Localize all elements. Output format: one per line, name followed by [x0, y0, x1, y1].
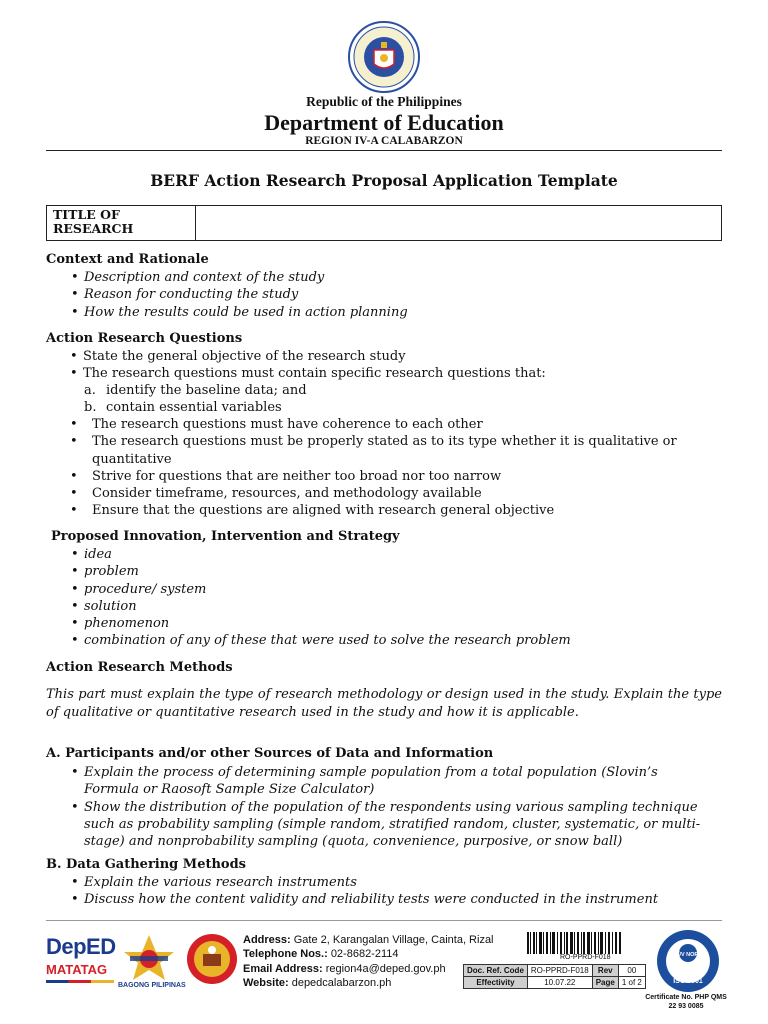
bagong-pilipinas-logo: [120, 932, 178, 982]
footer-phone: Telephone Nos.: 02-8682-2114: [243, 948, 399, 960]
list-item: • Discuss how the content validity and reliability tests were conducted in the instrument: [71, 892, 659, 908]
page-value: 1 of 2: [618, 977, 645, 989]
list-item: a. identify the baseline data; and: [84, 383, 307, 398]
rev-value: 00: [618, 965, 645, 977]
page-label: Page: [592, 977, 618, 989]
list-item: Formula or Raosoft Sample Size Calculator): [84, 782, 375, 798]
list-item: • combination of any of these that were used to solve the research problem: [71, 633, 571, 649]
list-item: quantitative: [92, 451, 172, 467]
footer-email: Email Address: region4a@deped.gov.ph: [243, 963, 446, 975]
bagong-pilipinas-label: BAGONG PILIPINAS: [118, 982, 186, 989]
deped-logo: DepED: [46, 934, 116, 959]
list-item: • problem: [71, 564, 139, 580]
document-title: BERF Action Research Proposal Application Template: [150, 171, 618, 190]
header-department: Department of Education: [264, 110, 504, 135]
methods-heading: Action Research Methods: [46, 660, 233, 675]
participants-heading: A. Participants and/or other Sources of Data and Information: [46, 746, 494, 761]
title-of-research-label: TITLE OF RESEARCH: [47, 206, 196, 241]
innovation-heading: Proposed Innovation, Intervention and Strategy: [51, 529, 400, 544]
list-item: • Strive for questions that are neither too broad nor too narrow: [70, 468, 502, 484]
header-republic: Republic of the Philippines: [306, 94, 462, 109]
methods-paragraph: This part must explain the type of research methodology or design used in the study. Explain the type of qualitative or quantitative research used in the study and how it is applicable.: [46, 687, 722, 720]
list-item: • procedure/ system: [71, 581, 207, 597]
barcode-text: RO-PPRD-F018: [560, 954, 611, 961]
list-item: • How the results could be used in action planning: [71, 304, 408, 320]
footer-address: Address: Gate 2, Karangalan Village, Cainta, Rizal: [243, 934, 494, 946]
list-item: • Explain the process of determining sample population from a total population (Slovin’s: [71, 765, 658, 780]
tuv-iso-logo: [655, 928, 721, 994]
svg-text:TÜV NORD: TÜV NORD: [673, 952, 703, 958]
context-heading: Context and Rationale: [46, 252, 209, 267]
effectivity-label: Effectivity: [464, 977, 528, 989]
innovation-list: [71, 546, 571, 650]
region-seal-icon: [185, 932, 239, 986]
title-of-research-table: [46, 205, 722, 241]
questions-list-a: [70, 348, 546, 383]
ref-value: RO-PPRD-F018: [527, 965, 592, 977]
barcode: [527, 932, 621, 954]
participants-list: [71, 764, 720, 850]
matatag-stripe: [46, 980, 114, 983]
list-item: • idea: [71, 547, 112, 562]
questions-heading: Action Research Questions: [46, 331, 243, 346]
list-item: • The research questions must contain specific research questions that:: [70, 366, 546, 382]
list-item: such as probability sampling (simple random, stratified random, cluster, systematic, or multi-: [84, 816, 701, 832]
effectivity-value: 10.07.22: [527, 977, 592, 989]
list-item: • The research questions must be properly stated as to its type whether it is qualitative or: [70, 434, 677, 450]
deped-seal-logo: [343, 20, 425, 94]
svg-text:ISO 9001: ISO 9001: [673, 978, 703, 985]
document-reference-table: [463, 964, 646, 989]
list-item: • Ensure that the questions are aligned with research general objective: [70, 503, 555, 519]
header-region: REGION IV-A CALABARZON: [305, 135, 463, 147]
list-item: • The research questions must have coherence to each other: [70, 417, 483, 432]
list-item: • State the general objective of the research study: [70, 349, 406, 364]
certificate-number: Certificate No. PHP QMS 22 93 0085: [645, 994, 727, 1010]
context-list: [71, 269, 408, 321]
gathering-heading: B. Data Gathering Methods: [46, 857, 246, 872]
matatag-logo: MATATAG: [46, 962, 108, 977]
list-item: • Explain the various research instruments: [71, 875, 357, 890]
list-item: • solution: [71, 598, 137, 614]
title-of-research-field[interactable]: [196, 206, 722, 241]
list-item: • Show the distribution of the population of the respondents using various sampling technique: [71, 799, 698, 815]
list-item: b. contain essential variables: [84, 400, 282, 416]
footer-website: Website: depedcalabarzon.ph: [243, 977, 392, 989]
list-item: • phenomenon: [71, 616, 170, 632]
list-item: • Consider timeframe, resources, and methodology available: [70, 486, 482, 502]
questions-sublist: [84, 382, 307, 417]
header-divider: [46, 150, 722, 151]
list-item: stage) and nonprobability sampling (quota, convenience, purposive, or snow ball): [84, 834, 623, 850]
list-item: • Description and context of the study: [71, 270, 325, 285]
footer-divider: [46, 920, 722, 921]
list-item: • Reason for conducting the study: [71, 287, 299, 303]
rev-label: Rev: [592, 965, 618, 977]
ref-label: Doc. Ref. Code: [464, 965, 528, 977]
gathering-list: [71, 874, 659, 909]
questions-list-b: [70, 416, 677, 520]
